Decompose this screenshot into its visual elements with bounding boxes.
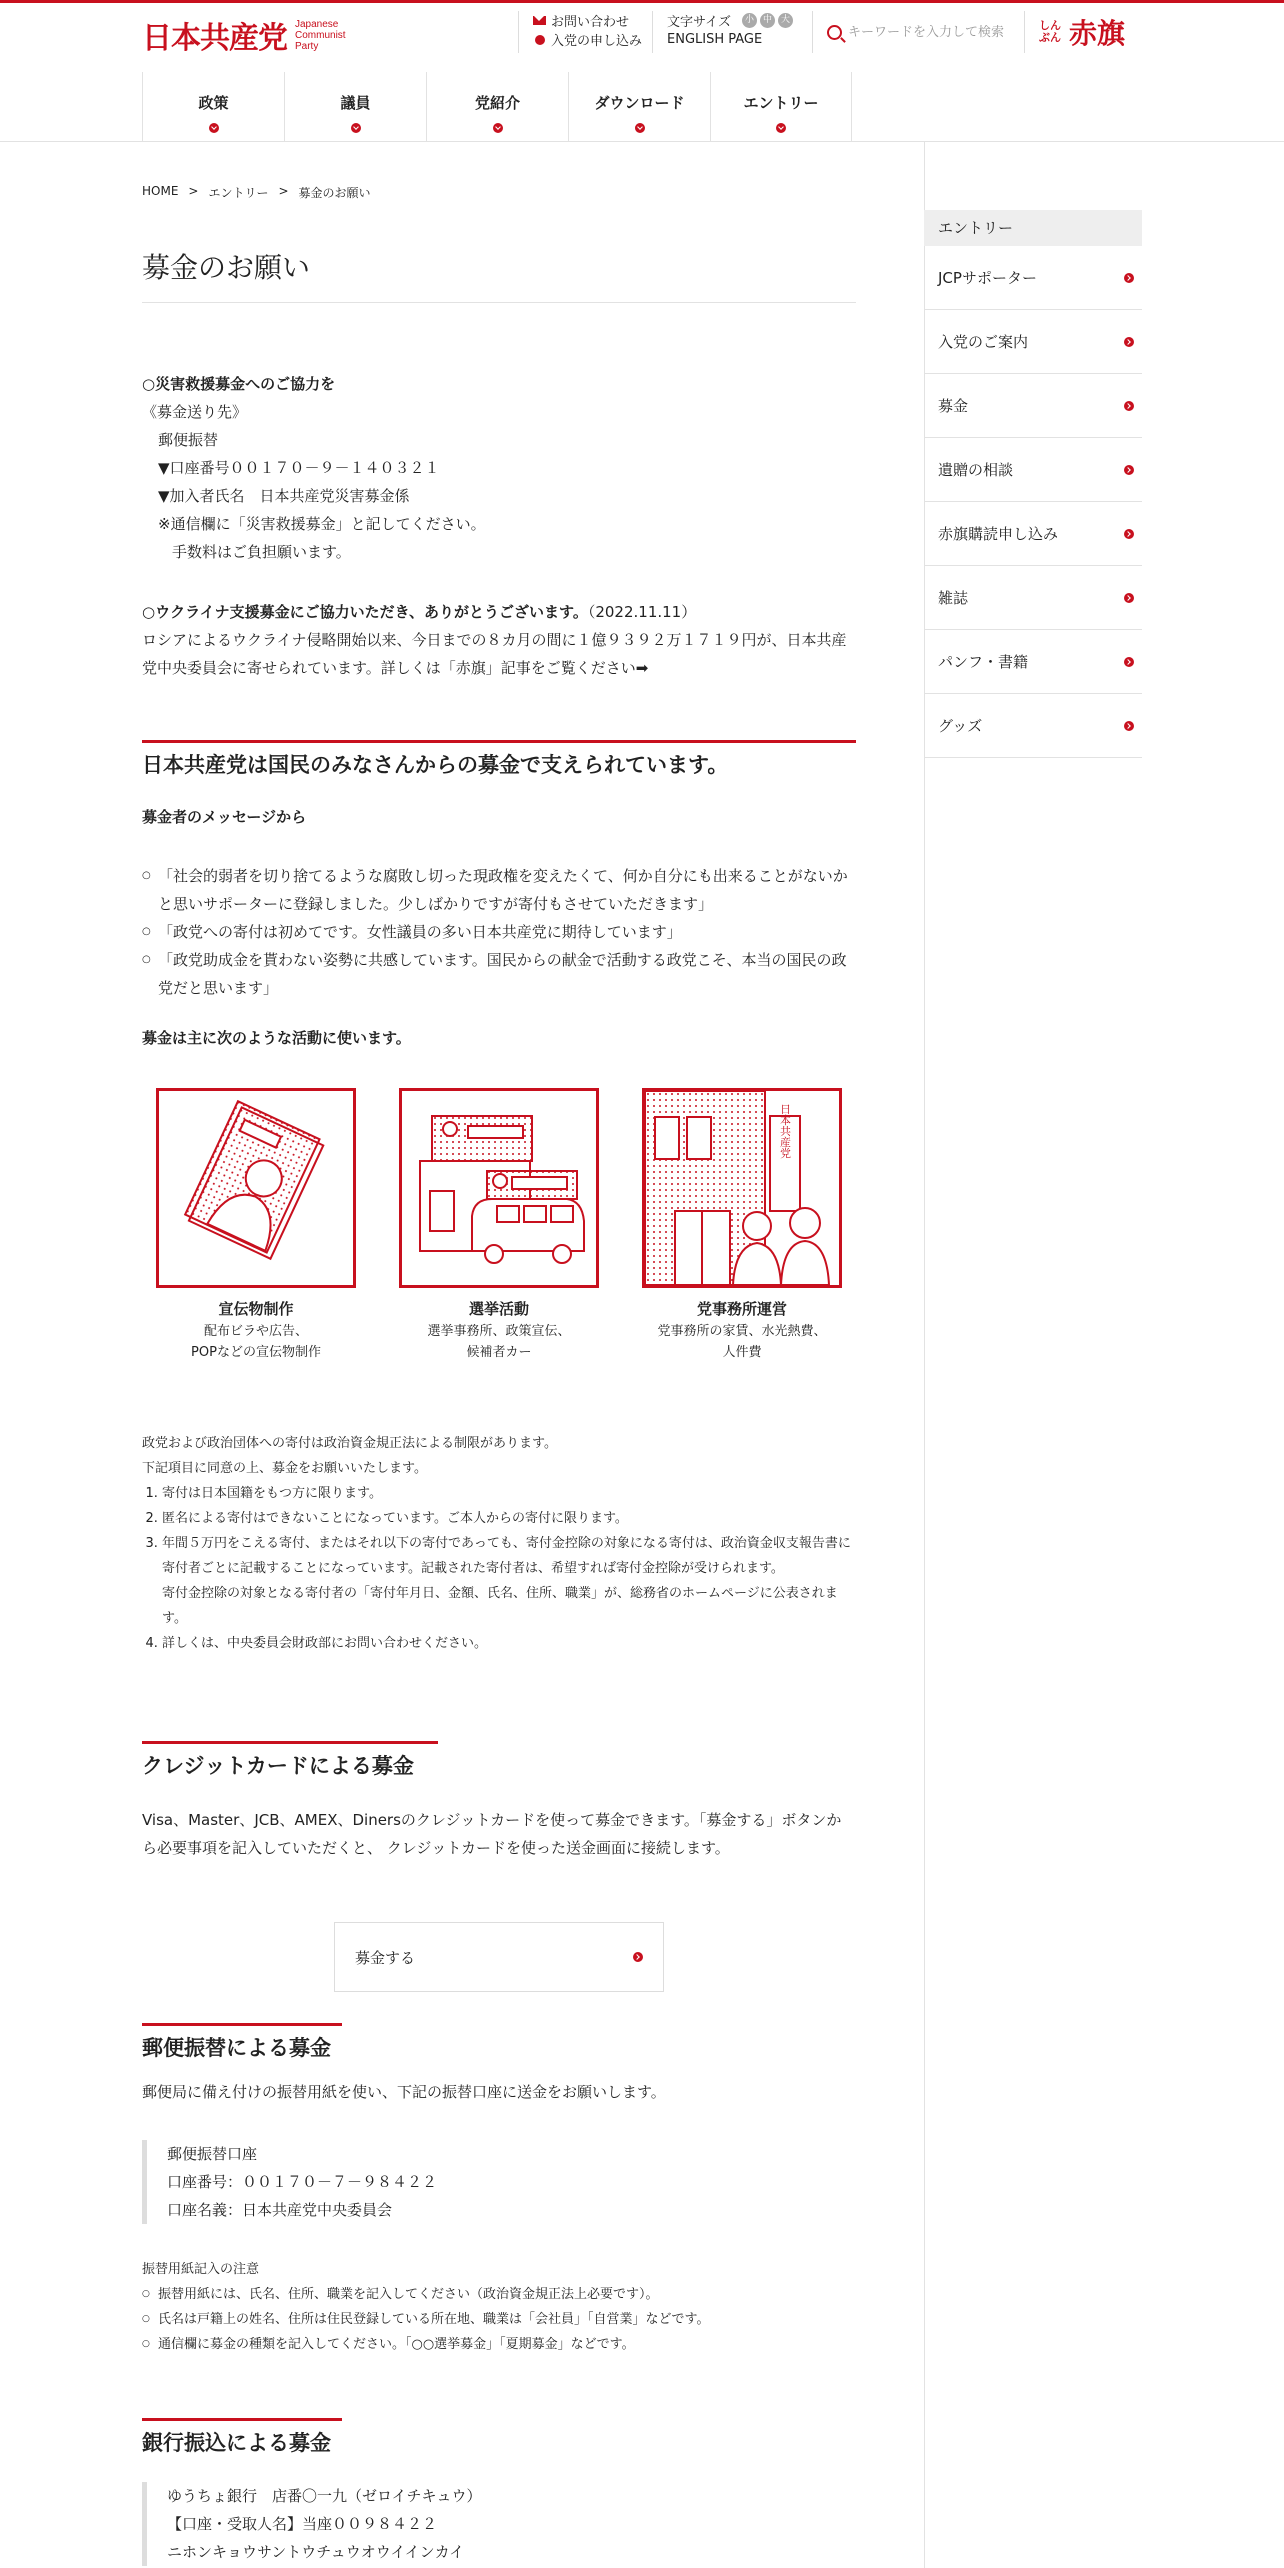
account-line: 郵便振替口座 <box>167 2145 258 2163</box>
font-size-medium-button[interactable]: 中 <box>760 13 775 28</box>
activity-card <box>399 1088 599 1363</box>
sidebar-item-label: パンフ・書籍 <box>938 653 1029 671</box>
nav-label: エントリー <box>743 94 819 112</box>
disaster-section <box>142 370 856 566</box>
activity-title: 党事務所運営 <box>696 1300 787 1318</box>
page-title: 募金のお願い <box>142 246 856 303</box>
arrow-circle-icon <box>1124 593 1134 603</box>
sidebar-item-books[interactable] <box>924 630 1142 694</box>
activity-title: 宣伝物制作 <box>218 1300 294 1318</box>
arrow-circle-icon <box>1124 337 1134 347</box>
bank-heading: 銀行振込による募金 <box>142 2418 342 2457</box>
postal-heading: 郵便振替による募金 <box>142 2023 342 2062</box>
sidebar-item-join[interactable] <box>924 310 1142 374</box>
postal-account <box>142 2140 856 2224</box>
akahata-logo-text: 赤旗 <box>1069 17 1126 50</box>
sidebar-item-label: 募金 <box>938 397 969 415</box>
disaster-line: 郵便振替 <box>158 431 219 449</box>
nav-item-entry[interactable] <box>710 72 852 142</box>
nav-item-about[interactable] <box>426 72 568 142</box>
english-page-link[interactable]: ENGLISH PAGE <box>667 32 763 47</box>
nav-item-members[interactable] <box>284 72 426 142</box>
akahata-link[interactable] <box>1024 11 1125 53</box>
breadcrumb <box>142 184 371 201</box>
nav-label: 党紹介 <box>474 94 520 112</box>
uses-title: 募金は主に次のような活動に使います。 <box>142 1029 411 1047</box>
activity-desc: 配布ビラや広告、 <box>203 1324 308 1339</box>
nav-label: ダウンロード <box>594 94 685 112</box>
activity-desc: 選挙事務所、政策宣伝、 <box>427 1324 571 1339</box>
nav-label: 議員 <box>340 94 371 112</box>
arrow-circle-icon <box>1124 465 1134 475</box>
search-icon[interactable] <box>827 25 842 40</box>
election-illustration <box>399 1088 599 1288</box>
sidebar-item-label: 遺贈の相談 <box>938 461 1014 479</box>
ukraine-heading: ○ウクライナ支援募金にご協力いただき、ありがとうございます。 <box>142 603 588 621</box>
nav-item-download[interactable] <box>568 72 710 142</box>
sidebar-item-label: 入党のご案内 <box>938 333 1029 351</box>
support-heading: 日本共産党は国民のみなさんからの募金で支えられています。 <box>142 740 856 779</box>
join-label: 入党の申し込み <box>551 34 643 49</box>
postal-body: 郵便局に備え付けの振替用紙を使い、下記の振替口座に送金をお願いします。 <box>142 2083 666 2101</box>
messages-title: 募金者のメッセージから <box>142 808 307 826</box>
logo-text: 日本共産党 <box>142 21 287 56</box>
nav-item-policy[interactable] <box>142 72 284 142</box>
akahata-small-text: しんぶん <box>1039 19 1061 44</box>
list-item <box>162 1531 856 1631</box>
messages-list <box>142 862 856 1002</box>
sidebar-item-magazines[interactable] <box>924 566 1142 630</box>
note-text: 3. 年間５万円をこえる寄付、またはそれ以下の寄付であっても、寄付金控除の対象になる寄付は、政治資金収支報告書に寄付者ごとに記載することになっています。記載された寄付者は、希望すれば寄付金控除が受けられます。 <box>162 1536 851 1576</box>
sidebar-item-label: 雑誌 <box>938 589 969 607</box>
list-item: 2. 匿名による寄付はできないことになっています。ご本人からの寄付に限ります。 <box>162 1506 856 1531</box>
account-line: 口座名義：日本共産党中央委員会 <box>167 2201 393 2219</box>
list-item: ○ 氏名は戸籍上の姓名、住所は住民登録している所在地、職業は「会社員」「自営業」などです。 <box>142 2307 856 2332</box>
office-sign-text: 日本共産党 <box>778 1103 792 1159</box>
list-item: 1. 寄付は日本国籍をもつ方に限ります。 <box>162 1481 856 1506</box>
sidebar-item-label: JCPサポーター <box>938 269 1037 287</box>
font-size-control <box>652 11 793 53</box>
sidebar-item-label: 赤旗購読申し込み <box>938 525 1059 543</box>
donation-notes <box>142 1431 856 1656</box>
disaster-line: ※通信欄に「災害救援募金」と記してください。 <box>158 515 486 533</box>
postal-notes <box>142 2257 856 2357</box>
ukraine-article-link[interactable]: ロシアによるウクライナ侵略開始以来、今日までの８カ月の間に１億９３９２万１７１９円が、日本共産党中央委員会に寄せられています。詳しくは「赤旗」記事をご覧ください➡ <box>142 631 847 677</box>
header-links <box>518 11 642 53</box>
list-item: ○ 「政党助成金を貰わない姿勢に共感しています。国民からの献金で活動する政党こそ、本当の国民の政党だと思います」 <box>142 946 856 1002</box>
donate-button-label: 募金する <box>355 1948 416 1967</box>
breadcrumb-current: 募金のお願い <box>298 186 371 200</box>
office-illustration <box>642 1088 842 1288</box>
list-item: ○ 通信欄に募金の種類を記入してください。「○○選挙募金」「夏期募金」などです。 <box>142 2332 856 2357</box>
chevron-down-icon <box>635 123 645 133</box>
global-nav <box>0 72 1284 142</box>
notes-intro: 下記項目に同意の上、募金をお願いいたします。 <box>142 1461 427 1476</box>
activity-desc: POPなどの宣伝物制作 <box>191 1345 321 1360</box>
disaster-line: 《募金送り先》 <box>142 403 248 421</box>
sidebar-item-supporter[interactable] <box>924 246 1142 310</box>
breadcrumb-separator: > <box>188 184 199 198</box>
disaster-line: ▼口座番号００１７０－９－１４０３２１ <box>158 459 440 477</box>
activity-card <box>156 1088 356 1363</box>
font-size-large-button[interactable]: 大 <box>778 13 793 28</box>
list-item: 4. 詳しくは、中央委員会財政部にお問い合わせください。 <box>162 1631 856 1656</box>
bank-account <box>142 2482 856 2566</box>
note-extra: 寄付金控除の対象となる寄付者の「寄付年月日、金額、氏名、住所、職業」が、総務省のホームページに公表されます。 <box>162 1586 838 1626</box>
disaster-line: ▼加入者氏名 日本共産党災害募金係 <box>158 487 410 505</box>
sidebar-item-donation[interactable] <box>924 374 1142 438</box>
ukraine-section <box>142 598 856 682</box>
nav-label: 政策 <box>198 94 229 112</box>
notes-intro: 政党および政治団体への寄付は政治資金規正法による制限があります。 <box>142 1436 557 1451</box>
arrow-circle-icon <box>1124 721 1134 731</box>
logo-english: Japanese Communist Party <box>295 18 346 52</box>
flyer-illustration <box>156 1088 356 1288</box>
list-item: ○ 「政党への寄付は初めてです。女性議員の多い日本共産党に期待しています」 <box>142 918 856 946</box>
chevron-down-icon <box>776 123 786 133</box>
activity-desc: 人件費 <box>722 1345 762 1360</box>
activity-desc: 党事務所の家賃、水光熱費、 <box>657 1324 827 1339</box>
font-size-small-button[interactable]: 小 <box>742 13 757 28</box>
credit-body: Visa、Master、JCB、AMEX、Dinersのクレジットカードを使って募金できます。「募金する」ボタンから必要事項を記入していただくと、 クレジットカードを使った送金画面に接続します。 <box>142 1811 842 1857</box>
sidebar <box>924 210 1142 758</box>
chevron-down-icon <box>351 123 361 133</box>
breadcrumb-home[interactable]: HOME <box>142 184 179 198</box>
sidebar-item-akahata-subscription[interactable] <box>924 502 1142 566</box>
breadcrumb-entry[interactable]: エントリー <box>208 186 269 200</box>
join-link[interactable] <box>533 30 642 49</box>
activity-desc: 候補者カー <box>466 1345 532 1360</box>
account-line: ニホンキョウサントウチュウオウイインカイ <box>167 2543 465 2561</box>
donate-button[interactable] <box>334 1922 664 1992</box>
activity-title: 選挙活動 <box>468 1300 529 1318</box>
arrow-circle-icon <box>1124 273 1134 283</box>
disaster-line: 手数料はご負担願います。 <box>172 543 351 561</box>
search-input[interactable] <box>848 25 1008 40</box>
contact-link[interactable] <box>533 11 642 30</box>
list-item: ○ 「社会的弱者を切り捨てるような腐敗し切った現政権を変えたくて、何か自分にも出来ることがないかと思いサポーターに登録しました。少しばかりですが寄付もさせていただきます」 <box>142 862 856 918</box>
arrow-circle-icon <box>1124 529 1134 539</box>
sidebar-item-goods[interactable] <box>924 694 1142 758</box>
account-line: 【口座・受取人名】当座００９８４２２ <box>167 2515 438 2533</box>
credit-heading: クレジットカードによる募金 <box>142 1741 438 1780</box>
chevron-down-icon <box>493 123 503 133</box>
arrow-circle-icon <box>1124 657 1134 667</box>
activity-card <box>642 1088 842 1363</box>
sidebar-item-label: グッズ <box>938 717 983 735</box>
arrow-circle-icon <box>1124 401 1134 411</box>
font-size-label: 文字サイズ <box>667 15 731 30</box>
arrow-circle-icon <box>633 1952 643 1962</box>
chevron-down-icon <box>209 123 219 133</box>
sidebar-title: エントリー <box>924 210 1142 246</box>
arrow-circle-icon <box>535 35 545 45</box>
sidebar-item-bequest[interactable] <box>924 438 1142 502</box>
search-box <box>812 11 1008 53</box>
account-line: ゆうちょ銀行 店番〇一九（ゼロイチキュウ） <box>167 2487 482 2505</box>
list-item: ○ 振替用紙には、氏名、住所、職業を記入してください（政治資金規正法上必要です）。 <box>142 2282 856 2307</box>
breadcrumb-separator: > <box>278 184 289 198</box>
ukraine-date: （2022.11.11） <box>587 603 697 621</box>
disaster-heading: ○災害救援募金へのご協力を <box>142 375 336 393</box>
contact-label: お問い合わせ <box>551 15 630 30</box>
notes-list <box>142 1481 856 1656</box>
site-header <box>0 3 1284 58</box>
account-line: 口座番号：００１７０－７－９８４２２ <box>167 2173 438 2191</box>
postal-notes-title: 振替用紙記入の注意 <box>142 2262 260 2277</box>
site-logo[interactable] <box>142 13 365 57</box>
activities-row <box>142 1088 856 1363</box>
mail-icon <box>533 16 546 25</box>
